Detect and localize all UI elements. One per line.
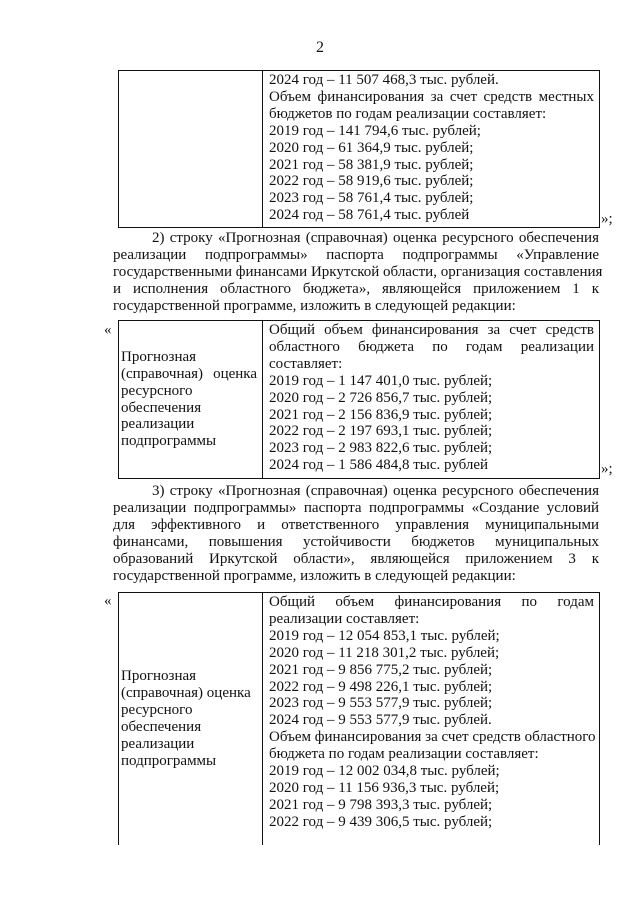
row-label-line: (справочная) оценка [121, 365, 257, 382]
row-label-line: (справочная) оценка [121, 685, 251, 702]
opening-quote: « [104, 322, 112, 338]
row-label-line: реализации [121, 735, 195, 752]
funding-line: 2024 год – 58 761,4 тыс. рублей [269, 207, 470, 224]
table-label-cell [119, 71, 263, 227]
row-label-line: подпрограммы [121, 752, 217, 769]
funding-line: составляет: [269, 355, 343, 372]
table-value-cell [263, 71, 594, 227]
paragraph-line: 2) строку «Прогнозная (справочная) оценка ресурсного обеспечения [152, 230, 599, 246]
funding-line: реализации составляет: [269, 610, 420, 627]
funding-line: 2022 год – 58 919,6 тыс. рублей; [269, 173, 474, 190]
table-value-cell [263, 321, 594, 478]
paragraph-3 [113, 483, 599, 584]
funding-line: 2021 год – 9 798 393,3 тыс. рублей; [269, 796, 493, 813]
table-value-cell [263, 593, 594, 845]
row-label-line: обеспечения [121, 399, 202, 416]
funding-line: 2023 год – 9 553 577,9 тыс. рублей; [269, 695, 493, 712]
funding-line: 2022 год – 9 498 226,1 тыс. рублей; [269, 678, 493, 695]
paragraph-line: и исполнения областного бюджета», являющейся приложением 1 к [113, 280, 599, 297]
row-label-line: подпрограммы [121, 433, 217, 450]
funding-line: областного бюджета по годам реализации [269, 338, 594, 355]
closing-quote: »; [601, 461, 613, 477]
row-label-line: ресурсного [121, 702, 193, 719]
paragraph-line: 3) строку «Прогнозная (справочная) оценка ресурсного обеспечения [152, 483, 599, 499]
funding-line: 2021 год – 9 856 775,2 тыс. рублей; [269, 661, 493, 678]
table-block-2 [118, 320, 600, 479]
paragraph-line: государственной программе, изложить в следующей редакции: [113, 567, 516, 584]
paragraph-line: государственными финансами Иркутской области, организация составления [113, 263, 603, 280]
closing-quote: »; [601, 211, 613, 227]
funding-line: Общий объем финансирования за счет средств [269, 322, 594, 338]
row-label-line: реализации [121, 416, 195, 433]
funding-line: 2023 год – 58 761,4 тыс. рублей; [269, 190, 474, 207]
funding-line: 2022 год – 9 439 306,5 тыс. рублей; [269, 813, 493, 830]
row-label-line: обеспечения [121, 719, 202, 735]
funding-line: 2020 год – 2 726 856,7 тыс. рублей; [269, 389, 493, 406]
funding-line: бюджетов по годам реализации составляет: [269, 105, 547, 122]
funding-line: 2020 год – 11 218 301,2 тыс. рублей; [269, 644, 500, 661]
paragraph-2 [113, 230, 603, 315]
funding-line: 2019 год – 141 794,6 тыс. рублей; [269, 122, 481, 139]
paragraph-line: реализации подпрограммы» паспорта подпрограммы «Управление [113, 246, 599, 263]
funding-line: 2021 год – 58 381,9 тыс. рублей; [269, 156, 474, 173]
table-label-cell [119, 593, 263, 845]
opening-quote: « [104, 593, 112, 609]
funding-line: 2024 год – 1 586 484,8 тыс. рублей [269, 457, 489, 474]
table-block-3 [118, 592, 600, 845]
paragraph-line: государственной программе, изложить в следующей редакции: [113, 297, 516, 314]
funding-line: Объем финансирования за счет средств местных [269, 88, 594, 105]
funding-line: Общий объем финансирования по годам [269, 594, 594, 610]
paragraph-line: для эффективного и ответственного управления муниципальными [113, 516, 599, 533]
funding-line: 2020 год – 11 156 936,3 тыс. рублей; [269, 779, 500, 796]
funding-line: 2020 год – 61 364,9 тыс. рублей; [269, 139, 474, 156]
scan-noise [172, 14, 292, 22]
table-block-1 [118, 70, 600, 228]
funding-line: Объем финансирования за счет средств областного [269, 729, 596, 746]
funding-line: 2024 год – 11 507 468,3 тыс. рублей. [269, 72, 499, 88]
funding-line: 2019 год – 1 147 401,0 тыс. рублей; [269, 372, 493, 389]
funding-line: 2019 год – 12 002 034,8 тыс. рублей; [269, 763, 500, 780]
funding-line: 2023 год – 2 983 822,6 тыс. рублей; [269, 440, 493, 457]
paragraph-line: образований Иркутской области», являющейся приложением 3 к [113, 550, 599, 567]
funding-line: 2024 год – 9 553 577,9 тыс. рублей. [269, 712, 492, 729]
paragraph-line: реализации подпрограммы» паспорта подпрограммы «Создание условий [113, 499, 599, 516]
row-label-line: Прогнозная [121, 668, 197, 685]
funding-line: бюджета по годам реализации составляет: [269, 746, 539, 763]
table-label-cell [119, 321, 263, 478]
paragraph-line: финансами, повышения устойчивости бюджетов муниципальных [113, 533, 599, 550]
funding-line: 2022 год – 2 197 693,1 тыс. рублей; [269, 423, 493, 440]
row-label-line: Прогнозная [121, 348, 197, 365]
funding-line: 2019 год – 12 054 853,1 тыс. рублей; [269, 627, 500, 644]
row-label-line: ресурсного [121, 382, 193, 399]
page-number: 2 [316, 39, 324, 56]
funding-line: 2021 год – 2 156 836,9 тыс. рублей; [269, 406, 493, 423]
